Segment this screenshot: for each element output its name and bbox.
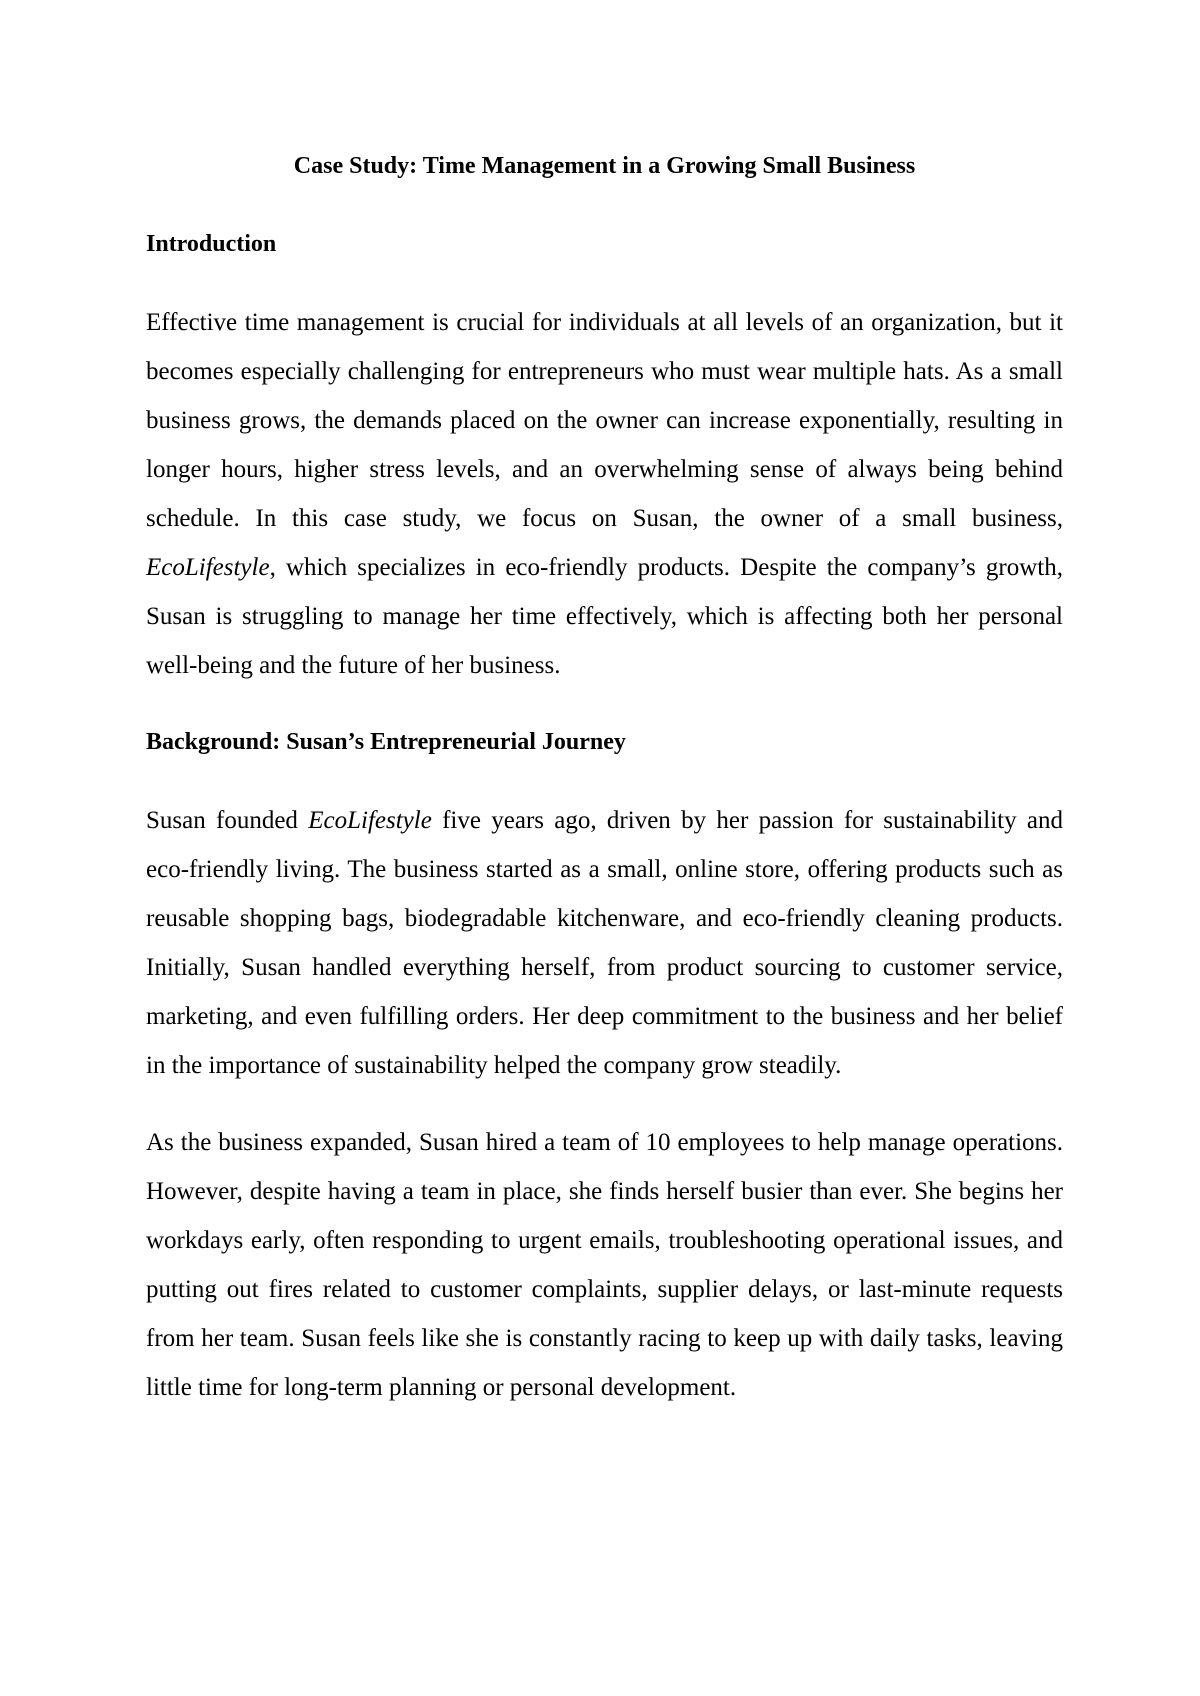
section-heading-introduction: Introduction <box>146 231 277 257</box>
spacer <box>146 690 1063 718</box>
spacer <box>146 191 1063 220</box>
spacer <box>146 767 1063 796</box>
paragraph-text: Susan founded <box>146 807 309 834</box>
paragraph-text: five years ago, driven by her passion for sustainability and eco-friendly living. The business started as a small, online store, offering products such as reusable shopping bags, biodegradable kitchenware, and eco-friendly cleaning products. Initially, Susan handled everything herself, from product sourcing to customer service, marketing, and even fulfilling orders. Her deep commitment to the business and her belief in the importance of sustainability helped the company grow steadily. <box>146 807 1063 1079</box>
document-title: Case Study: Time Management in a Growing Small Business <box>293 153 916 179</box>
paragraph-text: Effective time management is crucial for individuals at all levels of an organization, but it becomes especially challenging for entrepreneurs who must wear multiple hats. As a small business grows, the demands placed on the owner can increase exponentially, resulting in longer hours, higher stress levels, and an overwhelming sense of always being behind schedule. In this case study, we focus on Susan, the owner of a small business, <box>146 309 1063 532</box>
paragraph-background-2: As the business expanded, Susan hired a team of 10 employees to help manage operations. However, despite having a team in place, she finds herself busier than ever. She begins her workdays early, often responding to urgent emails, troubleshooting operational issues, and putting out fires related to customer complaints, supplier delays, or last-minute requests from her team. Susan feels like she is constantly racing to keep up with daily tasks, leaving little time for long-term planning or personal development. <box>146 1129 1063 1401</box>
company-name-emphasis: EcoLifestyle <box>146 554 270 581</box>
company-name-emphasis: EcoLifestyle <box>308 807 432 834</box>
document-page <box>146 142 1063 1412</box>
paragraph-background-1 <box>146 796 1063 1090</box>
spacer <box>146 269 1063 298</box>
spacer <box>146 1090 1063 1118</box>
paragraph-introduction <box>146 298 1063 690</box>
paragraph-text: , which specializes in eco-friendly products. Despite the company’s growth, Susan is struggling to manage her time effectively, which is affecting both her personal well-being and the future of her business. <box>146 554 1063 679</box>
section-heading-background: Background: Susan’s Entrepreneurial Journey <box>146 729 626 755</box>
